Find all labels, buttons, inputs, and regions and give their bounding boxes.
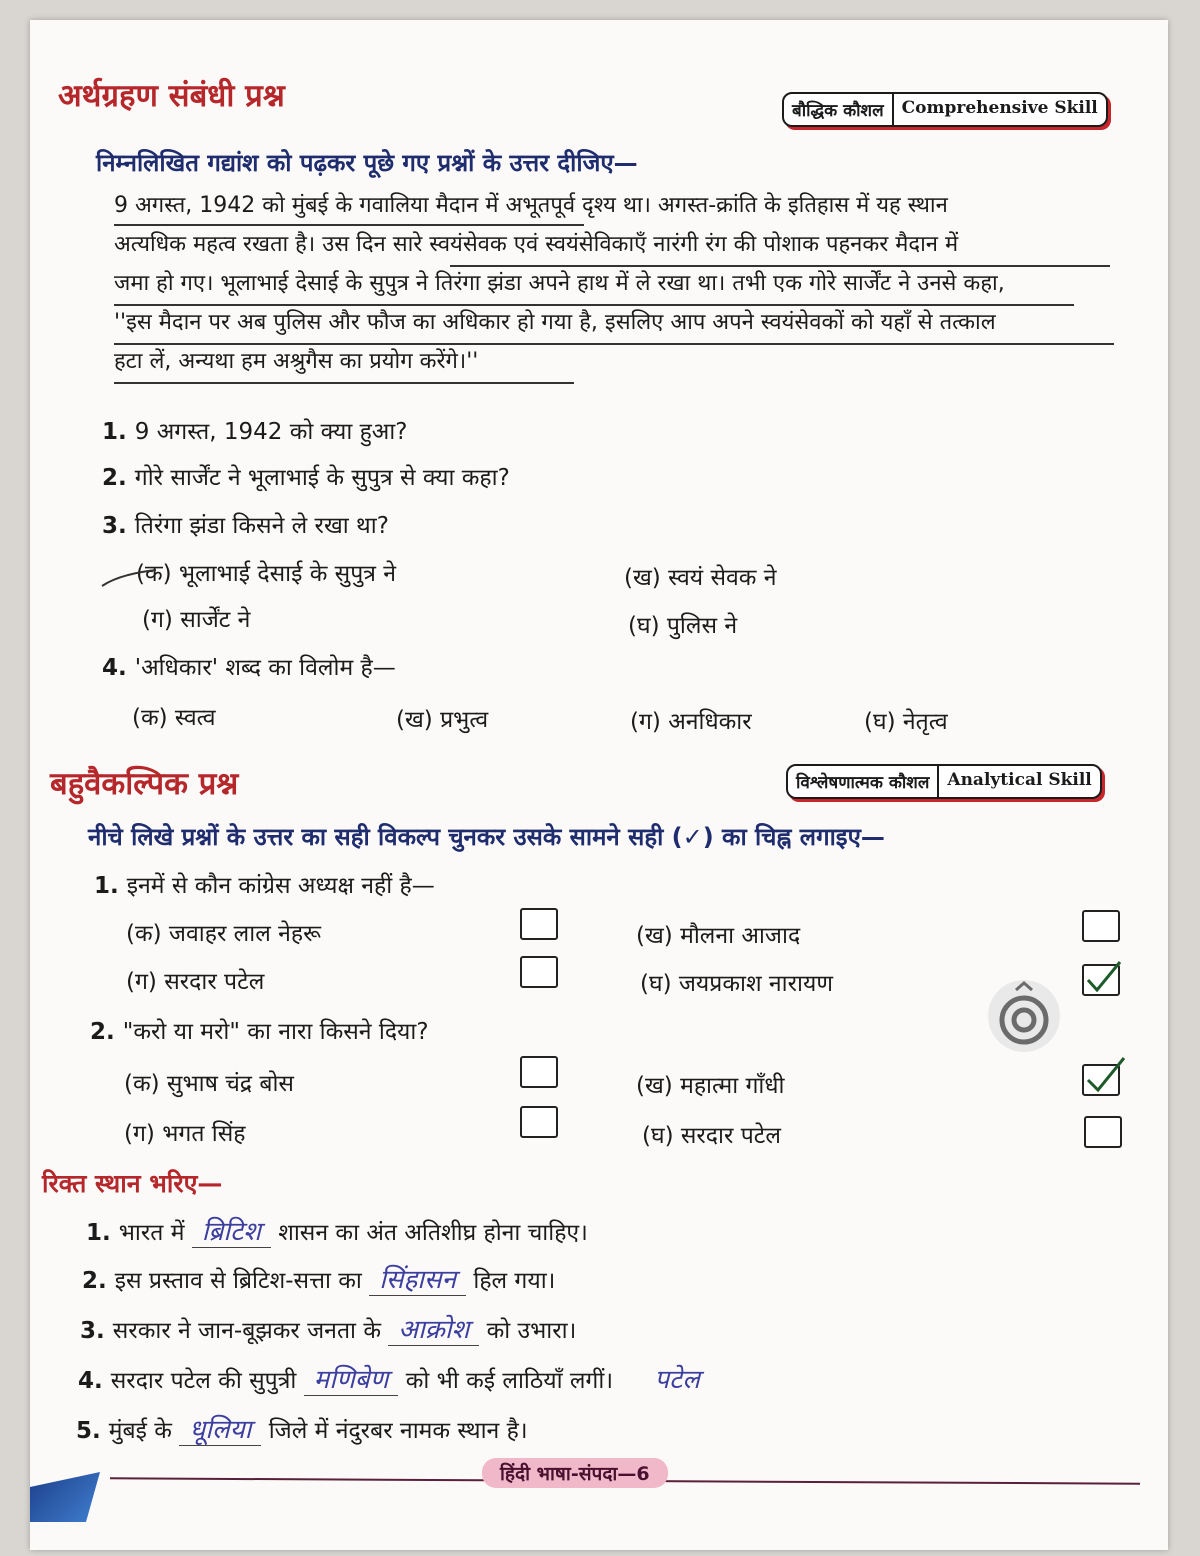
fill-answer[interactable]: धूलिया — [179, 1415, 261, 1446]
passage-line: ''इस मैदान पर अब पुलिस और फौज का अधिकार हो गया है, इसलिए आप अपने स्वयंसेवकों को यहाँ से तत्काल — [114, 310, 996, 335]
check-icon — [1082, 958, 1122, 992]
fill-answer[interactable]: सिंहासन — [369, 1265, 466, 1296]
pencil-mark — [100, 560, 160, 590]
fill-after: को भी कई लाठियाँ लगीं। — [405, 1368, 614, 1394]
mcq1-checkbox-ga[interactable] — [520, 956, 558, 988]
fill-after: को उभारा। — [486, 1318, 577, 1344]
pencil-underline — [114, 343, 1114, 345]
target-icon-glyph — [988, 980, 1060, 1052]
option-gha[interactable]: (घ) पुलिस ने — [628, 613, 738, 639]
mcq1-option-ka: (क) जवाहर लाल नेहरू — [126, 921, 321, 947]
comprehension-title: अर्थग्रहण संबंधी प्रश्न — [58, 78, 285, 114]
q-number: 2. — [102, 465, 127, 491]
q-text: 'अधिकार' शब्द का विलोम है— — [134, 655, 396, 681]
pencil-underline — [450, 265, 1110, 267]
q-text: "करो या मरो" का नारा किसने दिया? — [122, 1019, 429, 1045]
option-ga[interactable]: (ग) सार्जेंट ने — [142, 607, 251, 633]
mcq1-option-ga: (ग) सरदार पटेल — [126, 969, 265, 995]
pencil-underline — [114, 304, 1074, 306]
option-ka[interactable]: (क) स्वत्व — [132, 705, 216, 731]
comprehension-instruction: निम्नलिखित गद्यांश को पढ़कर पूछे गए प्रश्नों के उत्तर दीजिए— — [96, 149, 638, 177]
fill-after: शासन का अंत अतिशीघ्र होना चाहिए। — [278, 1220, 588, 1246]
fill-before: इस प्रस्ताव से ब्रिटिश-सत्ता का — [114, 1268, 362, 1294]
comprehension-skill-badge — [782, 92, 1108, 127]
fill-item-2 — [82, 1260, 555, 1296]
skill-hindi: विश्लेषणात्मक कौशल — [796, 773, 930, 793]
mcq1-checkbox-kha[interactable] — [1082, 910, 1120, 942]
mcq1-checkbox-ka[interactable] — [520, 908, 558, 940]
target-icon[interactable] — [988, 980, 1060, 1052]
q-number: 2. — [82, 1268, 107, 1294]
option-kha[interactable]: (ख) प्रभुत्व — [396, 707, 489, 733]
textbook-page — [30, 20, 1168, 1550]
mcq2-checkbox-kha-checked[interactable] — [1082, 1064, 1120, 1096]
mcq-title: बहुवैकल्पिक प्रश्न — [50, 766, 239, 802]
mcq2-option-gha: (घ) सरदार पटेल — [642, 1123, 781, 1149]
passage-line: जमा हो गए। भूलाभाई देसाई के सुपुत्र ने तिरंगा झंडा अपने हाथ में ले रखा था। तभी एक गोरे सार्जेंट ने उनसे कहा, — [114, 271, 1005, 296]
fill-before: भारत में — [118, 1220, 185, 1246]
fill-item-4 — [78, 1360, 700, 1396]
option-kha[interactable]: (ख) स्वयं सेवक ने — [624, 565, 777, 591]
mcq-skill-badge — [786, 764, 1102, 799]
mcq2-option-ga: (ग) भगत सिंह — [124, 1121, 246, 1147]
q-text: गोरे सार्जेंट ने भूलाभाई के सुपुत्र से क्या कहा? — [134, 465, 510, 491]
mcq1-option-kha: (ख) मौलना आजाद — [636, 923, 801, 949]
mcq2-option-kha: (ख) महात्मा गाँधी — [636, 1073, 785, 1099]
option-ga[interactable]: (ग) अनधिकार — [630, 709, 752, 735]
pencil-underline — [114, 382, 574, 384]
mcq1-checkbox-gha-checked[interactable] — [1082, 964, 1120, 996]
mcq-instruction: नीचे लिखे प्रश्नों के उत्तर का सही विकल्प चुनकर उसके सामने सही (✓) का चिह्न लगाइए— — [88, 823, 885, 851]
q-number: 5. — [76, 1418, 101, 1444]
fill-margin-note: पटेल — [654, 1365, 700, 1395]
passage — [114, 186, 1005, 381]
comprehension-q3 — [102, 508, 389, 540]
q-text: तिरंगा झंडा किसने ले रखा था? — [134, 513, 389, 539]
fill-item-3 — [80, 1310, 576, 1346]
pencil-underline — [114, 224, 584, 226]
passage-line: 9 अगस्त, 1942 को मुंबई के गवालिया मैदान में अभूतपूर्व दृश्य था। अगस्त-क्रांति के इतिहास में यह स्थान — [114, 193, 948, 218]
q-number: 2. — [90, 1019, 115, 1045]
q-number: 3. — [102, 513, 127, 539]
q-text: 9 अगस्त, 1942 को क्या हुआ? — [134, 419, 408, 445]
mcq-q2 — [90, 1014, 429, 1046]
fill-title: रिक्त स्थान भरिए— — [42, 1169, 223, 1198]
q-text: इनमें से कौन कांग्रेस अध्यक्ष नहीं है— — [126, 873, 435, 899]
comprehension-q1 — [102, 414, 408, 446]
fill-before: सरकार ने जान-बूझकर जनता के — [112, 1318, 381, 1344]
mcq2-option-ka: (क) सुभाष चंद्र बोस — [124, 1071, 294, 1097]
option-gha[interactable]: (घ) नेतृत्व — [864, 709, 948, 735]
q-number: 4. — [78, 1368, 103, 1394]
skill-english: Comprehensive Skill — [892, 94, 1106, 125]
q-number: 1. — [94, 873, 119, 899]
skill-hindi: बौद्धिक कौशल — [792, 101, 884, 121]
passage-line: अत्यधिक महत्व रखता है। उस दिन सारे स्वयंसेवक एवं स्वयंसेविकाएँ नारंगी रंग की पोशाक पहनकर मैदान में — [114, 232, 959, 257]
mcq1-option-gha: (घ) जयप्रकाश नारायण — [640, 971, 833, 997]
check-icon — [1082, 1054, 1126, 1092]
option-ka[interactable]: (क) भूलाभाई देसाई के सुपुत्र ने — [136, 561, 397, 587]
passage-line: हटा लें, अन्यथा हम अश्रुगैस का प्रयोग करेंगे।'' — [114, 349, 479, 374]
footer-book-label: हिंदी भाषा-संपदा—6 — [482, 1458, 668, 1488]
fill-before: सरदार पटेल की सुपुत्री — [110, 1368, 297, 1394]
fill-answer[interactable]: आक्रोश — [388, 1315, 479, 1346]
fill-item-1 — [86, 1212, 588, 1248]
corner-decoration — [30, 1472, 100, 1522]
fill-item-5 — [76, 1410, 528, 1446]
comprehension-q4 — [102, 650, 396, 682]
fill-answer[interactable]: ब्रिटिश — [192, 1217, 271, 1248]
q-number: 1. — [102, 419, 127, 445]
mcq-q1 — [94, 868, 435, 900]
mcq2-checkbox-ka[interactable] — [520, 1056, 558, 1088]
fill-after: जिले में नंदुरबर नामक स्थान है। — [268, 1418, 528, 1444]
q-number: 3. — [80, 1318, 105, 1344]
q-number: 1. — [86, 1220, 111, 1246]
q-number: 4. — [102, 655, 127, 681]
mcq2-checkbox-gha[interactable] — [1084, 1116, 1122, 1148]
fill-answer[interactable]: मणिबेण — [304, 1365, 399, 1396]
mcq2-checkbox-ga[interactable] — [520, 1106, 558, 1138]
fill-after: हिल गया। — [473, 1268, 556, 1294]
fill-before: मुंबई के — [108, 1418, 172, 1444]
comprehension-q2 — [102, 460, 510, 492]
skill-english: Analytical Skill — [937, 766, 1099, 797]
